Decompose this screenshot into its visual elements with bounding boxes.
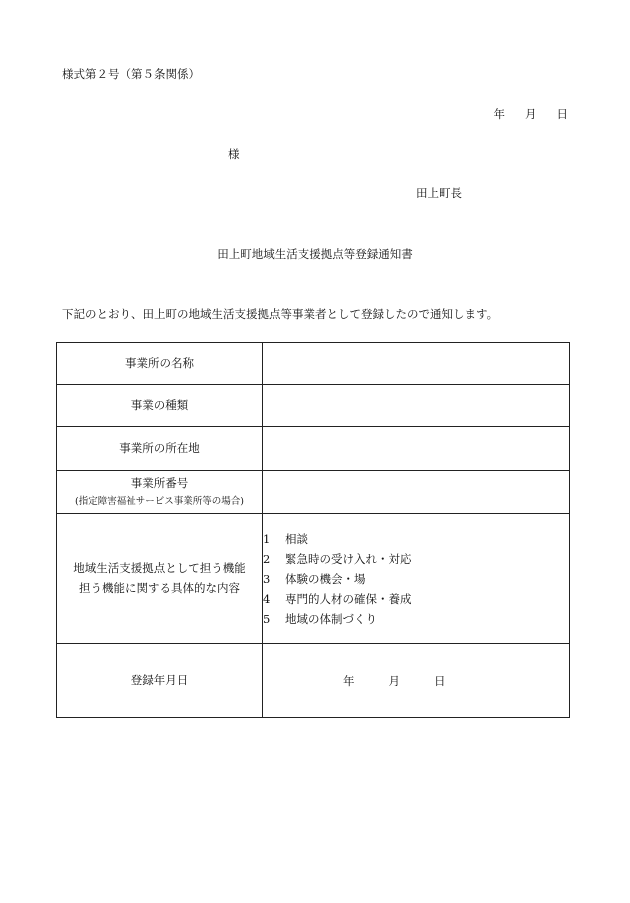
value-office-address: [263, 427, 570, 471]
label-office-address: 事業所の所在地: [57, 427, 263, 471]
item-text: 専門的人材の確保・養成: [285, 591, 412, 606]
intro-text: 下記のとおり、田上町の地域生活支援拠点等事業者として登録したので通知します。: [62, 307, 499, 321]
functions-label-line2: 担う機能に関する具体的な内容: [79, 580, 240, 595]
issuer: 田上町長: [416, 186, 462, 200]
reg-month: 月: [388, 673, 400, 688]
addressee: 様: [228, 147, 240, 161]
value-registration-date: [263, 644, 570, 718]
table-row: [57, 427, 570, 471]
label-office-name: 事業所の名称: [57, 343, 263, 385]
item-text: 体験の機会・場: [285, 571, 366, 586]
item-text: 相談: [285, 531, 308, 546]
value-functions: [263, 514, 570, 644]
date-year: 年: [493, 107, 505, 121]
table-row: [57, 385, 570, 427]
date-month: 月: [525, 107, 537, 121]
functions-label-line1: 地域生活支援拠点として担う機能: [73, 560, 246, 575]
table-row: [57, 514, 570, 644]
item-number: 2: [263, 551, 271, 566]
functions-list: [263, 529, 569, 629]
item-number: 5: [263, 611, 271, 626]
item-number: 3: [263, 571, 271, 586]
form-number: 様式第２号（第５条関係）: [62, 67, 200, 81]
item-text: 緊急時の受け入れ・対応: [285, 551, 412, 566]
label-business-type: 事業の種類: [57, 385, 263, 427]
office-number-label: 事業所番号: [130, 476, 189, 491]
reg-year: 年: [343, 673, 355, 688]
value-office-name: [263, 343, 570, 385]
date-day: 日: [556, 107, 568, 121]
label-functions: [57, 514, 263, 644]
list-item: [263, 569, 569, 589]
label-registration-date: 登録年月日: [57, 644, 263, 718]
office-number-note: (指定障害福祉サービス事業所等の場合): [75, 495, 244, 507]
item-number: 4: [263, 591, 271, 606]
value-office-number: [263, 471, 570, 514]
value-business-type: [263, 385, 570, 427]
label-office-number: [57, 471, 263, 514]
item-text: 地域の体制づくり: [285, 611, 377, 626]
document-title: 田上町地域生活支援拠点等登録通知書: [217, 247, 413, 261]
table-row: [57, 644, 570, 718]
list-item: [263, 549, 569, 569]
registration-table: [56, 342, 570, 718]
list-item: [263, 609, 569, 629]
issue-date: [494, 106, 569, 122]
list-item: [263, 529, 569, 549]
list-item: [263, 589, 569, 609]
item-number: 1: [263, 531, 271, 546]
table-row: [57, 343, 570, 385]
reg-day: 日: [434, 673, 446, 688]
table-row: [57, 471, 570, 514]
